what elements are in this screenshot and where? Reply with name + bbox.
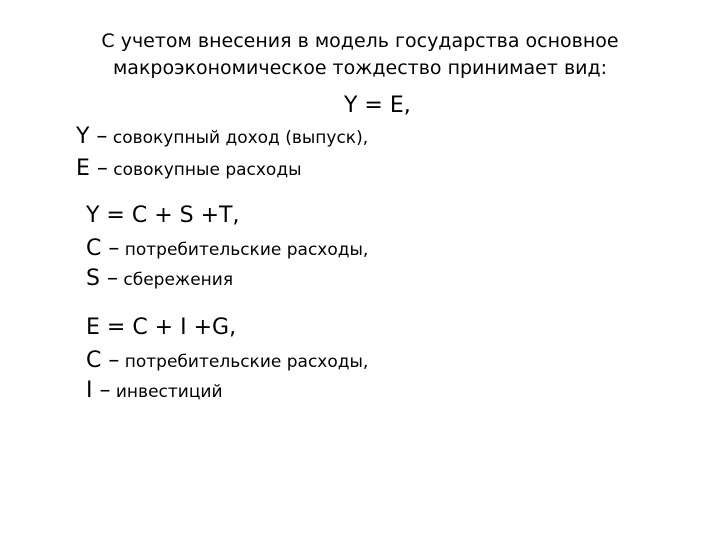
definition-s <box>86 266 233 293</box>
title-line-2: макроэкономическое тождество принимает вид: <box>112 57 608 79</box>
definition-symbol: Y – <box>76 124 108 149</box>
definition-symbol: C – <box>86 348 120 373</box>
definition-i <box>86 378 223 405</box>
definition-text: сбережения <box>117 270 234 290</box>
definition-text: потребительские расходы, <box>119 352 369 372</box>
definition-text: инвестиций <box>110 382 223 402</box>
title-line-1: С учетом внесения в модель государства основное <box>101 30 619 52</box>
definition-symbol: S – <box>86 266 118 291</box>
definition-symbol: I – <box>86 378 111 403</box>
definition-e <box>76 156 302 183</box>
slide-title <box>100 28 620 82</box>
definition-c <box>86 236 368 263</box>
definition-symbol: C – <box>86 236 120 261</box>
definition-c-2 <box>86 348 368 375</box>
equation-income: Y = C + S +T, <box>86 203 240 228</box>
definition-y <box>76 124 368 151</box>
definition-symbol: E – <box>76 156 108 181</box>
definition-text: совокупный доход (выпуск), <box>107 128 369 148</box>
definition-text: потребительские расходы, <box>119 240 369 260</box>
main-equation: Y = E, <box>344 93 411 118</box>
definition-text: совокупные расходы <box>107 160 302 180</box>
equation-expenditure: E = C + I +G, <box>86 315 237 340</box>
